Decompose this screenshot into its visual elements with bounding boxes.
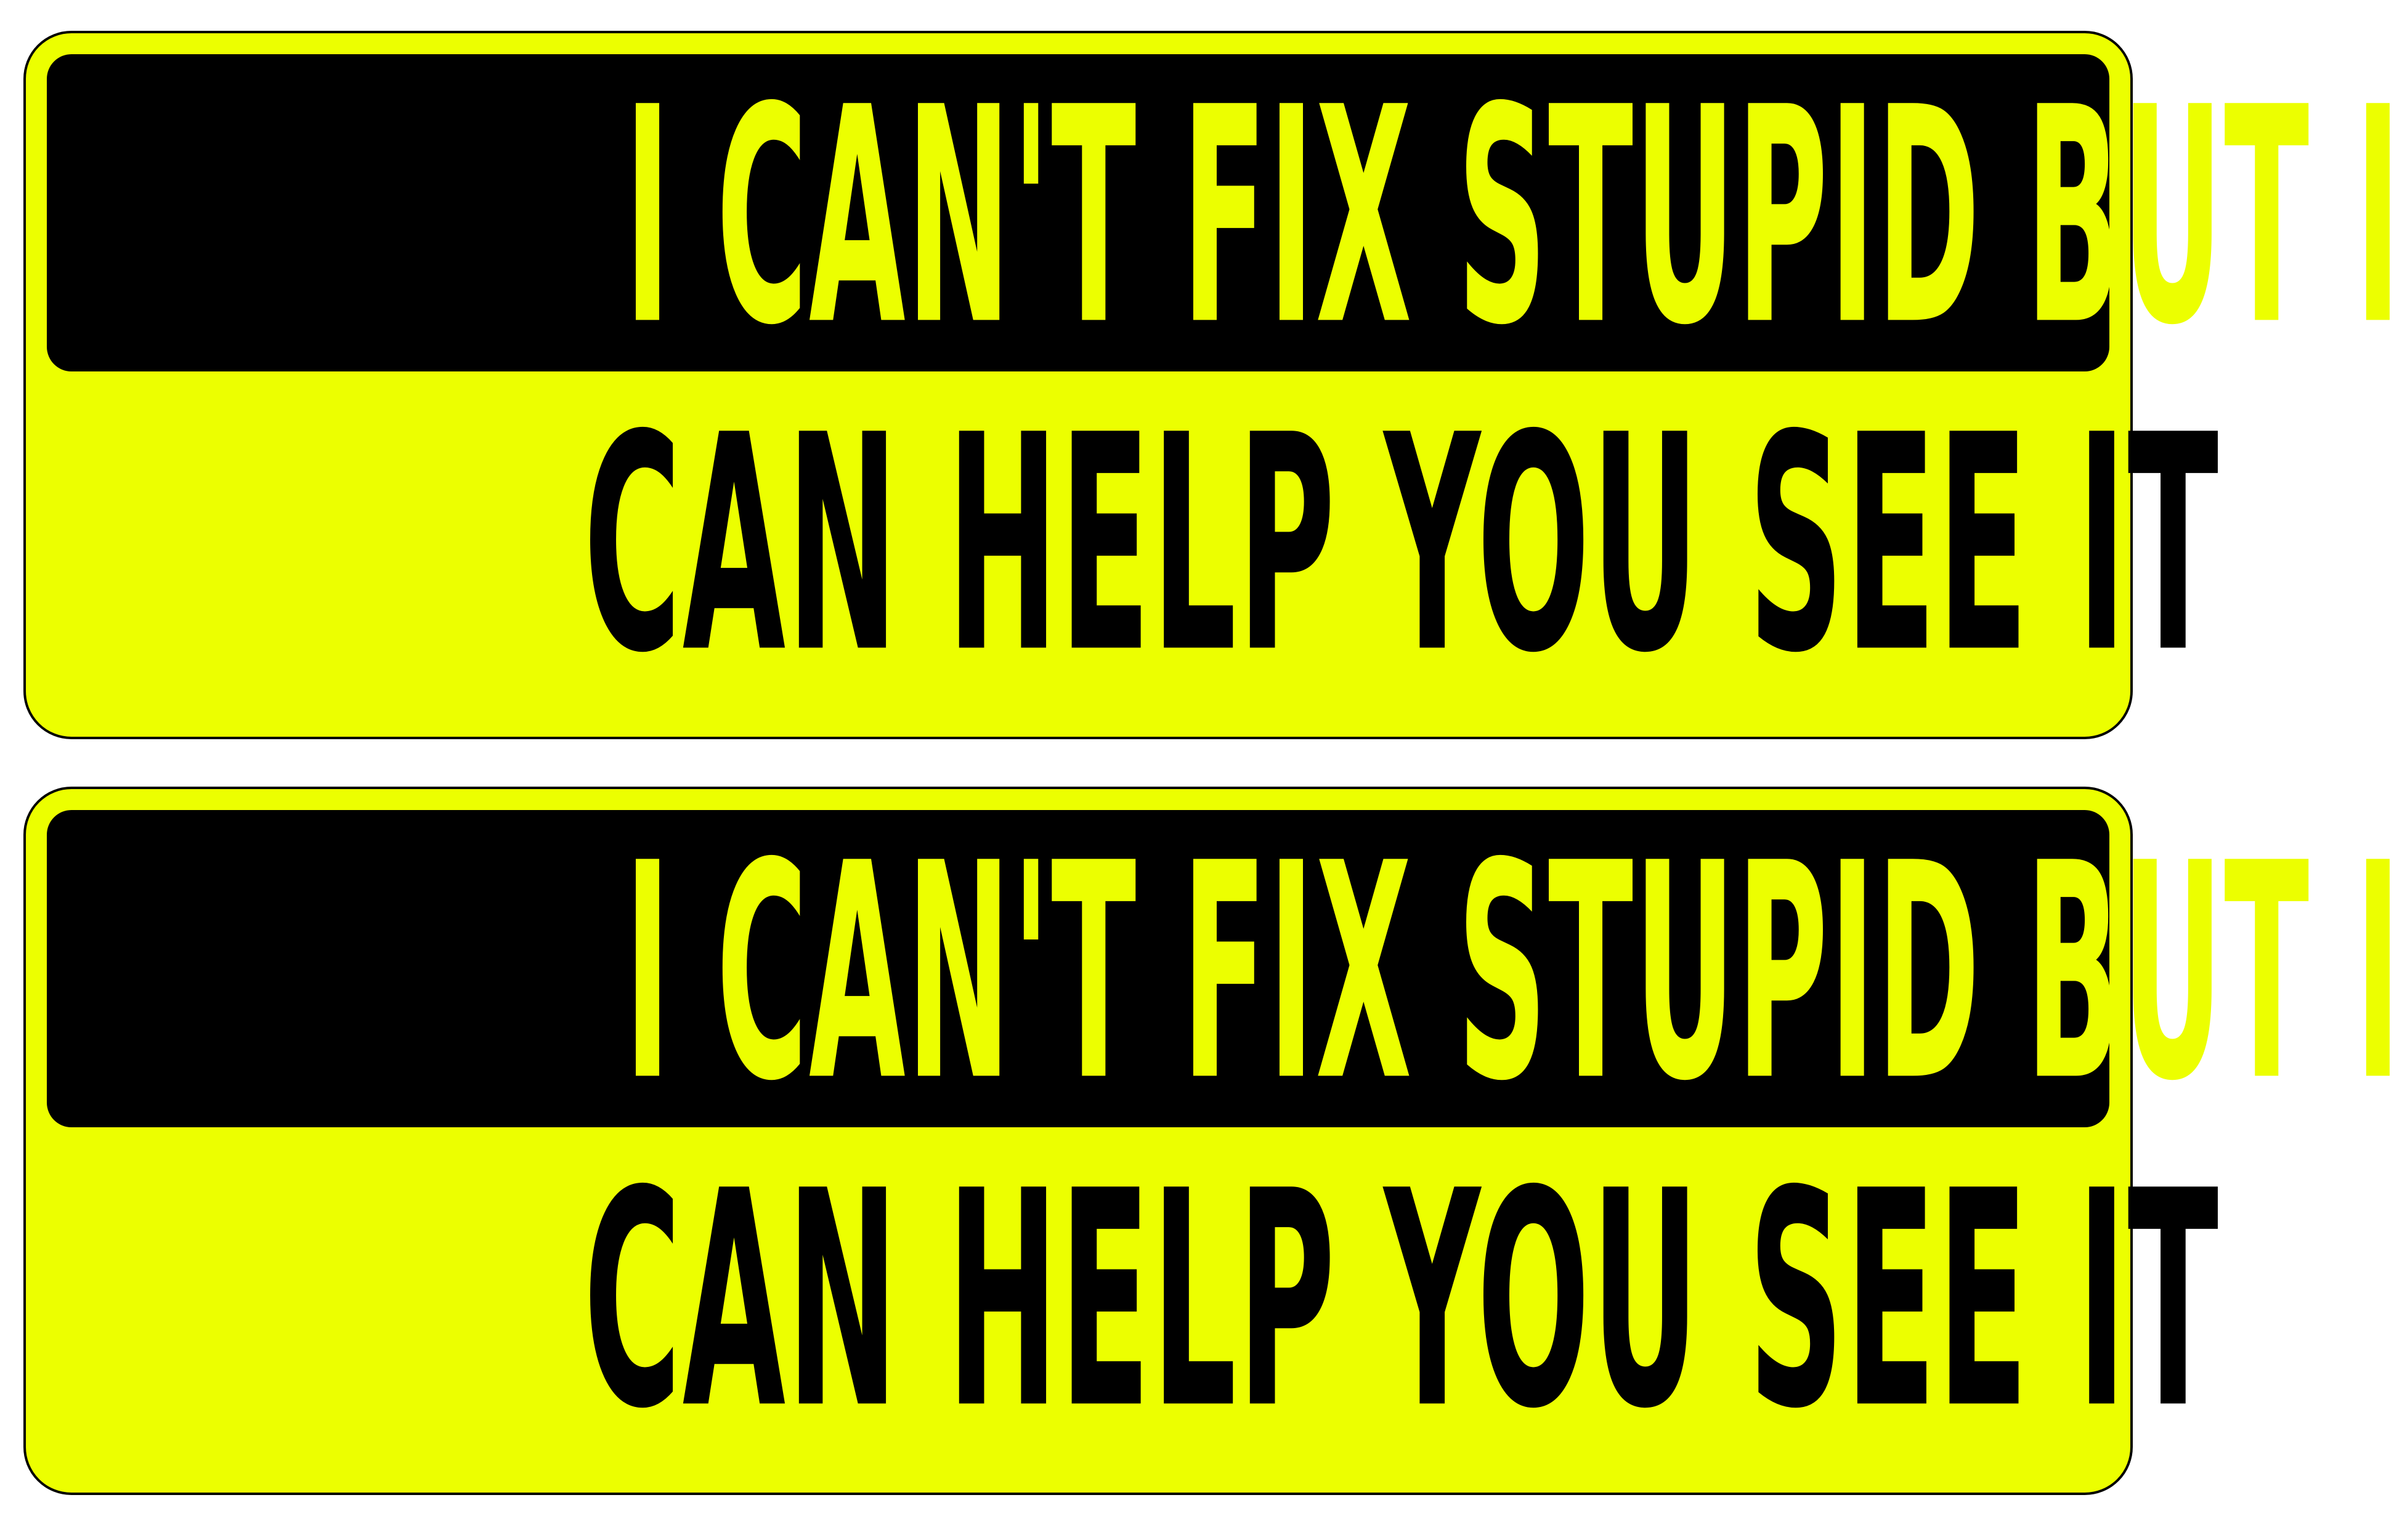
black-band <box>47 44 2402 391</box>
sticker-line-1: I CAN'T FIX STUPID BUT I <box>624 800 2402 1146</box>
sticker-line-2: CAN HELP YOU SEE IT <box>583 372 2220 718</box>
sticker-line-2: CAN HELP YOU SEE IT <box>583 1128 2220 1474</box>
sticker-top <box>23 31 2402 739</box>
black-band <box>47 800 2402 1146</box>
sticker-line-1: I CAN'T FIX STUPID BUT I <box>624 44 2402 391</box>
sticker-bottom <box>23 787 2402 1495</box>
